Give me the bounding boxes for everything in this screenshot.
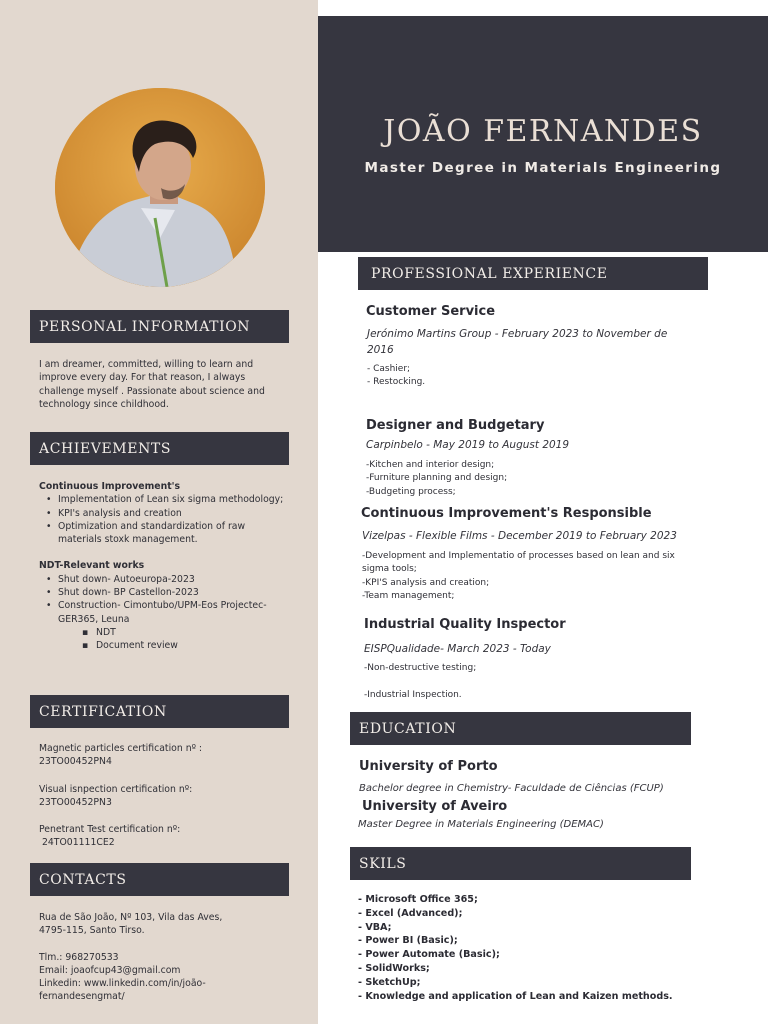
skill-item: - Power Automate (Basic); <box>358 949 500 961</box>
achievement-group-title: Continuous Improvement's <box>39 481 181 492</box>
header-banner <box>318 16 768 252</box>
job-company-dates: EISPQualidade- March 2023 - Today <box>364 643 551 655</box>
achievements-list <box>39 480 284 653</box>
job-company-dates: Vizelpas - Flexible Films - December 2019 to February 2023 <box>362 530 677 542</box>
linkedin-link[interactable]: Linkedin: www.linkedin.com/in/joão- <box>39 978 206 990</box>
skill-item: - Power BI (Basic); <box>358 935 458 947</box>
school-name: University of Aveiro <box>362 799 508 814</box>
list-item: ▪ NDT <box>77 626 284 639</box>
personal-information-heading: PERSONAL INFORMATION <box>30 310 289 343</box>
school-name: University of Porto <box>359 759 498 774</box>
person-name: JOÃO FERNANDES <box>383 114 703 149</box>
certification-label: Magnetic particles certification nº : <box>39 743 203 754</box>
list-item: • Implementation of Lean six sigma methodology; <box>39 493 284 506</box>
skill-item: - SketchUp; <box>358 976 421 988</box>
skills-list <box>358 893 673 1003</box>
skills-heading: SKILS <box>350 847 691 880</box>
skill-item: - VBA; <box>358 921 392 933</box>
skill-item: - Excel (Advanced); <box>358 907 463 919</box>
list-item: • Optimization and standardization of raw materials stoxk management. <box>39 520 284 547</box>
linkedin-link[interactable]: fernandesengmat/ <box>39 991 125 1003</box>
job-company-dates: Carpinbelo - May 2019 to August 2019 <box>366 439 570 451</box>
certification-label: Visual isnpection certification nº: <box>39 783 193 795</box>
certification-heading: CERTIFICATION <box>30 695 289 728</box>
certification-label: Penetrant Test certification nº: <box>39 824 181 836</box>
list-item: • KPI's analysis and creation <box>39 507 284 520</box>
job-title: Designer and Budgetary <box>366 418 545 433</box>
phone-number: Tlm.: 968270533 <box>39 951 119 963</box>
degree-subtitle: Master Degree in Materials Engineering <box>364 160 722 176</box>
list-item: • Shut down- BP Castellon-2023 <box>39 586 284 599</box>
email-address: Email: joaofcup43@gmail.com <box>39 964 181 976</box>
contacts-heading: CONTACTS <box>30 863 289 896</box>
list-item: • Construction- Cimontubo/UPM-Eos Projectec-GER365, Leuna <box>39 599 284 626</box>
certification-code: 24TO01111CE2 <box>39 837 115 849</box>
job-company-dates: Jerónimo Martins Group - February 2023 to November de 2016 <box>367 328 668 356</box>
job-details: - Cashier; - Restocking. <box>367 364 426 388</box>
certification-code: 23TO00452PN4 <box>39 756 112 768</box>
personal-summary: I am dreamer, committed, willing to learn and improve every day. For that reason, I always challenge myself . Passionate about science and technology since childhood. <box>39 359 265 410</box>
contacts-block <box>39 911 289 1004</box>
degree-name: Master Degree in Materials Engineering (DEMAC) <box>358 819 604 830</box>
address-line: Rua de São João, Nº 103, Vila das Aves, <box>39 912 223 923</box>
list-item: • Shut down- Autoeuropa-2023 <box>39 573 284 586</box>
job-details: -Kitchen and interior design; -Furniture planning and design; -Budgeting process; <box>366 460 508 497</box>
job-title: Industrial Quality Inspector <box>364 617 566 632</box>
job-title: Continuous Improvement's Responsible <box>361 506 652 521</box>
profile-photo <box>55 88 265 287</box>
professional-experience-heading: PROFESSIONAL EXPERIENCE <box>358 257 708 290</box>
certification-code: 23TO00452PN3 <box>39 796 112 808</box>
skill-item: - Knowledge and application of Lean and Kaizen methods. <box>358 990 673 1002</box>
certification-list <box>39 742 284 850</box>
address-line: 4795-115, Santo Tirso. <box>39 925 145 937</box>
achievement-group-title: NDT-Relevant works <box>39 560 145 572</box>
degree-name: Bachelor degree in Chemistry- Faculdade de Ciências (FCUP) <box>359 783 664 794</box>
job-details: -Development and Implementatio of processes based on lean and six sigma tools; -KPI'S analysis and creation; -Team management; <box>362 551 675 601</box>
achievements-heading: ACHIEVEMENTS <box>30 432 289 465</box>
skill-item: - Microsoft Office 365; <box>358 894 478 905</box>
education-heading: EDUCATION <box>350 712 691 745</box>
list-item: ▪ Document review <box>77 639 284 652</box>
job-details: -Non-destructive testing; -Industrial Inspection. <box>364 663 477 700</box>
skill-item: - SolidWorks; <box>358 962 430 974</box>
job-title: Customer Service <box>366 304 496 319</box>
